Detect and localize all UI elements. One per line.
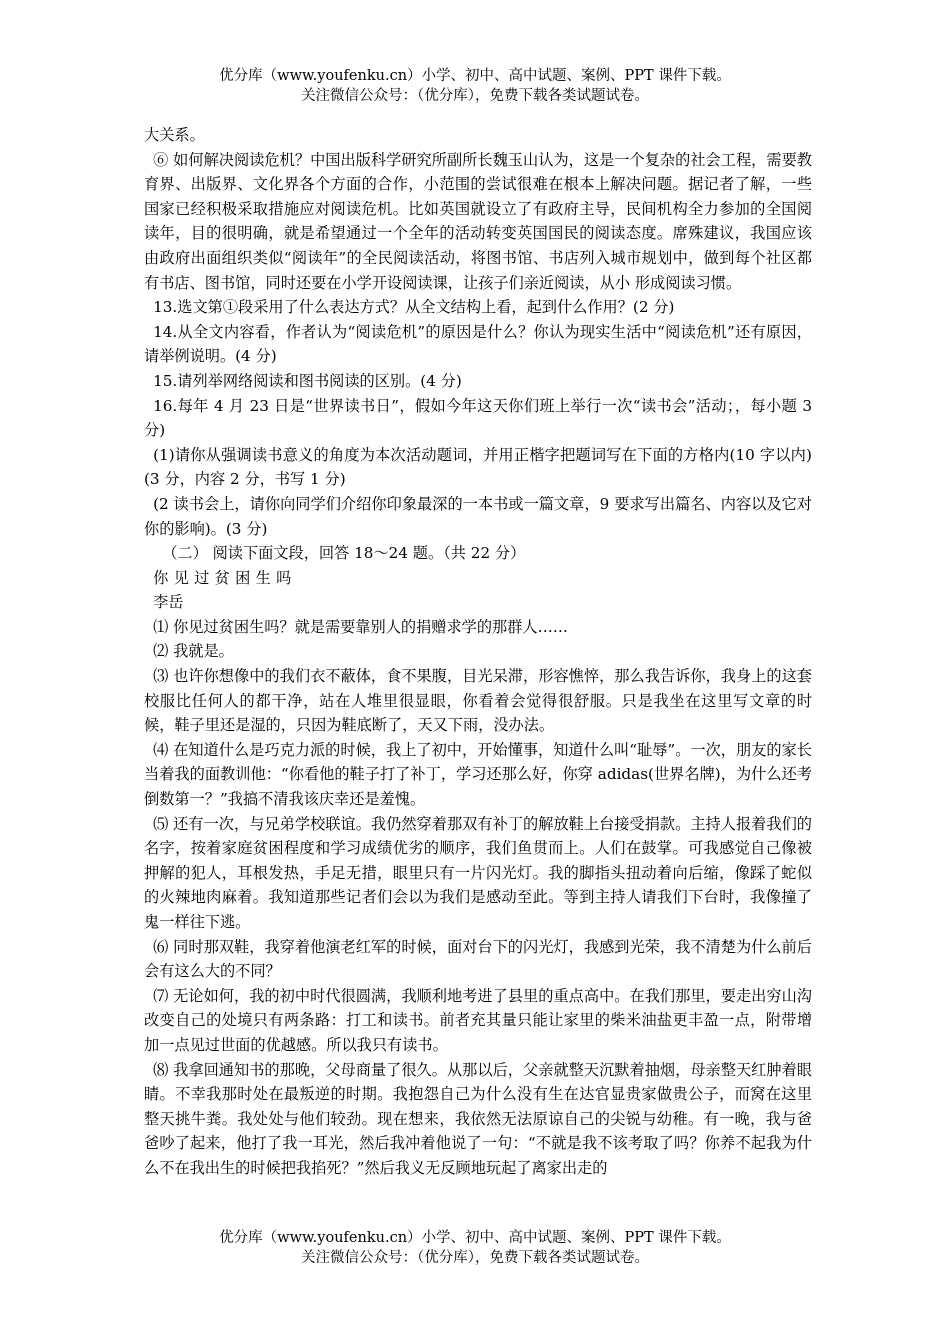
- question-16-part-2: (2 读书会上，请你向同学们介绍你印象最深的一本书或一篇文章，9 要求写出篇名、内容以及它对你的影响)。(3 分): [144, 494, 812, 538]
- question-16: 16.每年 4 月 23 日是“世界读书日”，假如今年这天你们班上举行一次“读书会”活动；，每小题 3 分): [144, 396, 812, 440]
- article-paragraph-5: ⑸ 还有一次，与兄弟学校联谊。我仍然穿着那双有补丁的解放鞋上台接受捐款。主持人报着我们的名字，按着家庭贫困程度和学习成绩优劣的顺序，我们鱼贯而上。人们在鼓掌。可我感觉自己像被押解的犯人，耳根发热，手足无措，眼里只有一片闪光灯。我的脚指头扭动着向后缩，像踩了蛇似的火辣地肉麻着。我知道那些记者们会以为我们是感动至此。等到主持人请我们下台时，我像撞了鬼一样往下逃。: [144, 814, 812, 931]
- question-14: 14.从全文内容看，作者认为“阅读危机”的原因是什么？你认为现实生活中“阅读危机”还有原因，请举例说明。(4 分): [144, 322, 812, 366]
- section-2-heading: （二） 阅读下面文段，回答 18～24 题。（共 22 分）: [162, 544, 526, 563]
- footer-line-1: 优分库（www.youfenku.cn）小学、初中、高中试题、案例、PPT 课件下载。: [219, 1230, 731, 1246]
- article-paragraph-6: ⑹ 同时那双鞋，我穿着他演老红军的时候，面对台下的闪光灯，我感到光荣，我不清楚为什么前后会有这么大的不同？: [144, 937, 812, 981]
- article-paragraph-7: ⑺ 无论如何，我的初中时代很圆满，我顺利地考进了县里的重点高中。在我们那里，要走出穷山沟改变自己的处境只有两条路：打工和读书。前者充其量只能让家里的柴米油盐更丰盈一点，附带增加一点见过世面的优越感。所以我只有读书。: [144, 986, 812, 1054]
- document-body: [144, 123, 812, 1181]
- question-16-part-1: (1)请你从强调读书意义的角度为本次活动题词，并用正楷字把题词写在下面的方格内(10 字以内)(3 分，内容 2 分，书写 1 分): [144, 445, 812, 489]
- article-paragraph-3: ⑶ 也许你想像中的我们衣不蔽体，食不果腹，目光呆滞，形容憔悴，那么我告诉你，我身上的这套校服比任何人的都干净，站在人堆里很显眼，你看着会觉得很舒服。只是我坐在这里写文章的时候，鞋子里还是湿的，只因为鞋底断了，天又下雨，没办法。: [144, 667, 812, 735]
- paragraph-6: ⑥ 如何解决阅读危机？中国出版科学研究所副所长魏玉山认为，这是一个复杂的社会工程，需要教育界、出版界、文化界各个方面的合作，小范围的尝试很难在根本上解决问题。据记者了解，一些国家已经积极采取措施应对阅读危机。比如英国就设立了有政府主导，民间机构全力参加的全国阅读年，目的很明确，就是希望通过一个全年的活动转变英国国民的阅读态度。席殊建议，我国应该由政府出面组织类似“阅读年”的全民阅读活动，将图书馆、书店列入城市规划中，做到每个社区都有书店、图书馆，同时还要在小学开设阅读课，让孩子们亲近阅读，从小 形成阅读习惯。: [144, 150, 812, 292]
- article-paragraph-1: ⑴ 你见过贫困生吗？就是需要靠别人的捐赠求学的那群人……: [153, 617, 568, 636]
- header-line-2: 关注微信公众号：（优分库），免费下载各类试题试卷。: [301, 88, 649, 104]
- header-line-1: 优分库（www.youfenku.cn）小学、初中、高中试题、案例、PPT 课件下载。: [219, 68, 731, 84]
- article-title: 你见过贫困生吗: [153, 568, 297, 587]
- article-paragraph-8: ⑻ 我拿回通知书的那晚，父母商量了很久。从那以后，父亲就整天沉默着抽烟，母亲整天红肿着眼睛。不幸我那时处在最叛逆的时期。我抱怨自己为什么没有生在达官显贵家做贵公子，而窝在这里整天挑牛粪。我处处与他们较劲。现在想来，我依然无法原谅自己的尖锐与幼稚。有一晚，我与爸爸吵了起来，他打了我一耳光，然后我冲着他说了一句：“不就是我不该考取了吗？你养不起我为什么不在我出生的时候把我掐死？”然后我义无反顾地玩起了离家出走的: [144, 1060, 812, 1177]
- article-author: 李岳: [153, 593, 184, 612]
- page-header: [0, 66, 950, 106]
- article-paragraph-2: ⑵ 我就是。: [153, 642, 234, 661]
- question-15: 15.请列举网络阅读和图书阅读的区别。(4 分): [153, 371, 462, 390]
- page-footer: [0, 1228, 950, 1268]
- question-13: 13.选文第①段采用了什么表达方式？从全文结构上看，起到什么作用？(2 分): [153, 298, 675, 317]
- footer-line-2: 关注微信公众号：（优分库），免费下载各类试题试卷。: [301, 1250, 649, 1266]
- paragraph-continuation: 大关系。: [144, 126, 205, 144]
- article-paragraph-4: ⑷ 在知道什么是巧克力派的时候，我上了初中，开始懂事，知道什么叫“耻辱”。一次，朋友的家长当着我的面教训他：“你看他的鞋子打了补丁，学习还那么好，你穿 adidas(世界名牌)，为什么还考倒数第一？”我搞不清我该庆幸还是羞愧。: [144, 740, 812, 809]
